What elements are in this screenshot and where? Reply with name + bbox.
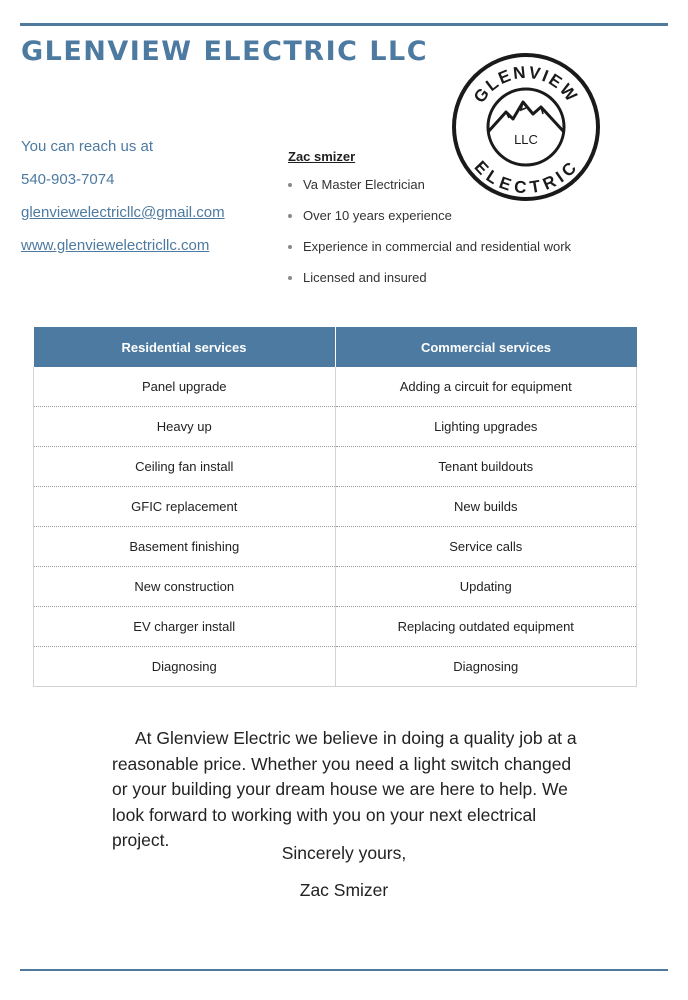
credential-item [288,177,571,208]
svg-text:GLENVIEW [470,63,582,107]
commercial-service-cell: Tenant buildouts [335,447,637,487]
credential-item [288,239,571,270]
commercial-service-cell: Lighting upgrades [335,407,637,447]
commercial-service-cell: Replacing outdated equipment [335,607,637,647]
table-row [34,487,637,527]
credentials-list [288,177,571,301]
message-body: At Glenview Electric we believe in doing a quality job at a reasonable price. Whether you need a light switch changed or your building your dream house we are here to help. We look forward to working with you on your next electrical project. [112,728,577,850]
residential-service-cell: GFIC replacement [34,487,336,527]
residential-service-cell: Diagnosing [34,647,336,687]
signature-name: Zac Smizer [299,880,389,900]
top-rule [20,23,668,26]
table-row [34,607,637,647]
credential-text: Va Master Electrician [303,177,425,192]
logo-center-text: LLC [514,132,538,147]
commercial-service-cell: Updating [335,567,637,607]
credential-item [288,208,571,239]
credential-item [288,270,571,301]
message-block [112,726,582,854]
residential-service-cell: Heavy up [34,407,336,447]
closing-line: Sincerely yours, [281,843,407,863]
residential-service-cell: New construction [34,567,336,607]
credential-text: Experience in commercial and residential work [303,239,572,254]
commercial-services-header: Commercial services [335,327,637,367]
table-row [34,407,637,447]
residential-service-cell: Basement finishing [34,527,336,567]
bullet-icon [288,276,292,280]
table-row [34,367,637,407]
commercial-service-cell: Adding a circuit for equipment [335,367,637,407]
bullet-icon [288,183,292,187]
logo-bottom-text: ELECTRIC [470,157,582,198]
owner-block [288,149,571,301]
residential-services-header: Residential services [34,327,336,367]
owner-name: Zac smizer [288,149,356,164]
company-name: GLENVIEW ELECTRIC LLC [21,36,429,67]
bullet-icon [288,245,292,249]
credential-text: Over 10 years experience [303,208,452,223]
contact-block [21,138,225,270]
commercial-service-cell: Service calls [335,527,637,567]
contact-email-link[interactable]: glenviewelectricllc@gmail.com [21,204,225,221]
bottom-rule [20,969,668,971]
residential-service-cell: Ceiling fan install [34,447,336,487]
table-row [34,527,637,567]
table-row [34,647,637,687]
credential-text: Licensed and insured [303,270,427,285]
residential-service-cell: EV charger install [34,607,336,647]
contact-intro: You can reach us at [21,138,154,155]
services-table [33,327,637,687]
bullet-icon [288,214,292,218]
residential-service-cell: Panel upgrade [34,367,336,407]
commercial-service-cell: New builds [335,487,637,527]
table-row [34,447,637,487]
contact-phone[interactable]: 540-903-7074 [21,171,115,188]
logo-top-text: GLENVIEW [469,62,582,107]
contact-website-link[interactable]: www.glenviewelectricllc.com [21,237,210,254]
commercial-service-cell: Diagnosing [335,647,637,687]
table-row [34,567,637,607]
table-header-row [34,327,637,367]
